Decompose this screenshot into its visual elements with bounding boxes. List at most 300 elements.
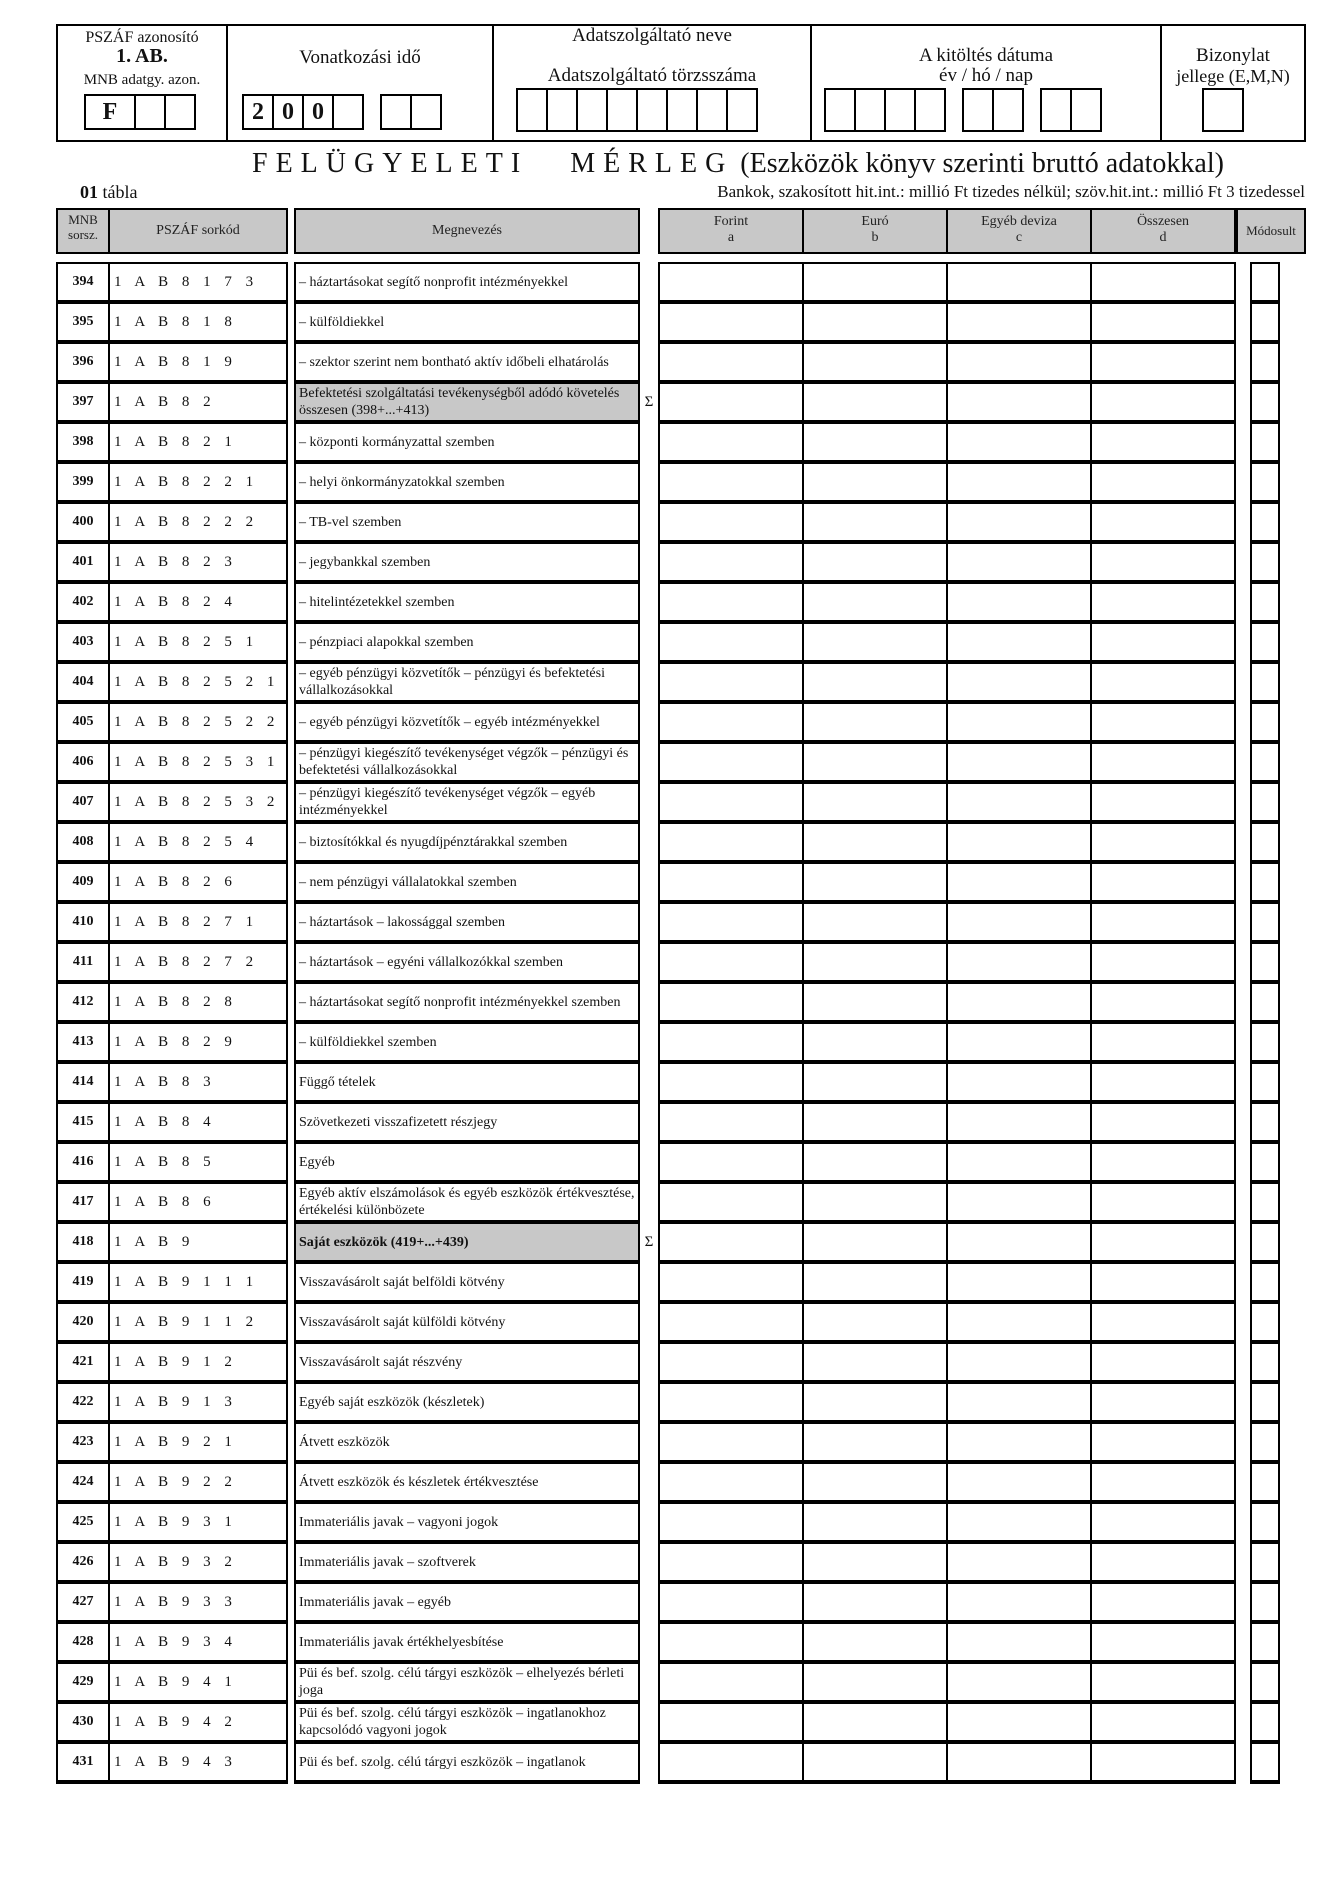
forint-cell[interactable] [658,1462,804,1502]
date-year-cell[interactable] [854,88,886,132]
forint-cell[interactable] [658,1702,804,1742]
other-currency-cell[interactable] [946,662,1092,702]
total-cell[interactable] [1090,1342,1236,1382]
fill-date-box [810,24,1162,142]
modified-cell[interactable] [1250,1622,1280,1662]
table-number [80,182,137,203]
euro-cell[interactable] [802,262,948,302]
modified-cell[interactable] [1250,542,1280,582]
forint-cell[interactable] [658,1022,804,1062]
other-currency-cell[interactable] [946,1302,1092,1342]
modified-cell[interactable] [1250,1342,1280,1382]
forint-cell[interactable] [658,1422,804,1462]
period-cell: 0 [272,94,304,130]
row-code: 1 A B 8 1 9 [108,342,288,382]
euro-cell[interactable] [802,1502,948,1542]
euro-cell[interactable] [802,1422,948,1462]
euro-cell[interactable] [802,1582,948,1622]
date-month-cell[interactable] [992,88,1024,132]
row-code: 1 A B 9 1 3 [108,1382,288,1422]
total-cell[interactable] [1090,302,1236,342]
row-description [294,1182,640,1222]
forint-cell[interactable] [658,1302,804,1342]
forint-cell[interactable] [658,742,804,782]
table-row [0,262,1333,302]
row-number: 413 [56,1022,108,1062]
euro-cell[interactable] [802,702,948,742]
row-description-text: – pénzügyi kiegészítő tevékenységet végzők – egyéb intézményekkel [299,786,596,818]
row-number: 400 [56,502,108,542]
other-currency-cell[interactable] [946,622,1092,662]
modified-cell[interactable] [1250,1462,1280,1502]
other-currency-cell[interactable] [946,982,1092,1022]
total-cell[interactable] [1090,1262,1236,1302]
other-currency-cell[interactable] [946,902,1092,942]
other-currency-cell[interactable] [946,1702,1092,1742]
row-number: 420 [56,1302,108,1342]
euro-cell[interactable] [802,302,948,342]
col-forint-sub: a [727,230,735,245]
table-row [0,1262,1333,1302]
modified-cell[interactable] [1250,1302,1280,1342]
modified-cell[interactable] [1250,342,1280,382]
other-currency-cell[interactable] [946,1182,1092,1222]
row-code: 1 A B 8 2 5 2 2 [108,702,288,742]
euro-cell[interactable] [802,822,948,862]
euro-cell[interactable] [802,1342,948,1382]
table-row [0,1022,1333,1062]
forint-cell[interactable] [658,1182,804,1222]
table-row [0,342,1333,382]
total-cell[interactable] [1090,1142,1236,1182]
forint-cell[interactable] [658,342,804,382]
row-number: 415 [56,1102,108,1142]
provider-reg-cell[interactable] [726,88,758,132]
col-total-label: Összesen [1136,214,1190,229]
table-row [0,662,1333,702]
form-id-cell[interactable] [134,94,166,130]
euro-cell[interactable] [802,942,948,982]
modified-cell[interactable] [1250,1382,1280,1422]
other-currency-cell[interactable] [946,382,1092,422]
forint-cell[interactable] [658,462,804,502]
forint-cell[interactable] [658,582,804,622]
row-code: 1 A B 8 2 3 [108,542,288,582]
row-description [294,1462,640,1502]
other-currency-cell[interactable] [946,502,1092,542]
forint-cell[interactable] [658,1622,804,1662]
modified-cell[interactable] [1250,782,1280,822]
total-cell[interactable] [1090,1662,1236,1702]
modified-cell[interactable] [1250,1662,1280,1702]
euro-cell[interactable] [802,1702,948,1742]
euro-cell[interactable] [802,1542,948,1582]
euro-cell[interactable] [802,1462,948,1502]
table-row [0,422,1333,462]
other-currency-cell[interactable] [946,942,1092,982]
forint-cell[interactable] [658,662,804,702]
euro-cell[interactable] [802,662,948,702]
fill-date-label: A kitöltés dátuma [918,45,1054,66]
col-mnb-2: sorsz. [68,227,98,242]
total-cell[interactable] [1090,822,1236,862]
total-cell[interactable] [1090,1742,1236,1782]
row-description [294,342,640,382]
row-description [294,262,640,302]
euro-cell[interactable] [802,502,948,542]
date-day-cell[interactable] [1040,88,1072,132]
total-cell[interactable] [1090,662,1236,702]
doc-type-box [1160,24,1306,142]
total-cell[interactable] [1090,1542,1236,1582]
euro-cell[interactable] [802,742,948,782]
forint-cell[interactable] [658,1662,804,1702]
total-cell[interactable] [1090,622,1236,662]
table-row [0,1582,1333,1622]
row-number: 424 [56,1462,108,1502]
euro-cell[interactable] [802,982,948,1022]
modified-cell[interactable] [1250,742,1280,782]
row-code: 1 A B 8 2 6 [108,862,288,902]
row-number: 408 [56,822,108,862]
table-row [0,1062,1333,1102]
row-description-text: Püi és bef. szolg. célú tárgyi eszközök – elhelyezés bérleti joga [299,1666,625,1698]
total-cell[interactable] [1090,862,1236,902]
row-description [294,902,640,942]
row-code: 1 A B 9 3 2 [108,1542,288,1582]
euro-cell[interactable] [802,462,948,502]
provider-reg-cell[interactable] [606,88,638,132]
modified-cell[interactable] [1250,622,1280,662]
date-year-cell[interactable] [824,88,856,132]
col-total-header [1090,208,1236,254]
total-cell[interactable] [1090,262,1236,302]
total-cell[interactable] [1090,742,1236,782]
total-cell[interactable] [1090,1022,1236,1062]
other-currency-cell[interactable] [946,1262,1092,1302]
table-row [0,702,1333,742]
row-description-text: Püi és bef. szolg. célú tárgyi eszközök – ingatlanok [299,1754,586,1770]
modified-cell[interactable] [1250,582,1280,622]
forint-cell[interactable] [658,262,804,302]
provider-reg-cell[interactable] [636,88,668,132]
euro-cell[interactable] [802,1662,948,1702]
other-currency-cell[interactable] [946,462,1092,502]
total-cell[interactable] [1090,342,1236,382]
euro-cell[interactable] [802,1142,948,1182]
forint-cell[interactable] [658,542,804,582]
other-currency-cell[interactable] [946,342,1092,382]
total-cell[interactable] [1090,1502,1236,1542]
other-currency-cell[interactable] [946,1342,1092,1382]
row-code: 1 A B 8 2 7 1 [108,902,288,942]
row-number: 427 [56,1582,108,1622]
other-currency-cell[interactable] [946,1462,1092,1502]
grid-border [658,1782,1236,1784]
euro-cell[interactable] [802,382,948,422]
other-currency-cell[interactable] [946,702,1092,742]
forint-cell[interactable] [658,1222,804,1262]
modified-cell[interactable] [1250,1182,1280,1222]
modified-cell[interactable] [1250,1062,1280,1102]
forint-cell[interactable] [658,1542,804,1582]
total-cell[interactable] [1090,1102,1236,1142]
period-cell[interactable] [380,94,412,130]
modified-cell[interactable] [1250,1542,1280,1582]
row-code: 1 A B 8 4 [108,1102,288,1142]
forint-cell[interactable] [658,782,804,822]
euro-cell[interactable] [802,1622,948,1662]
euro-cell[interactable] [802,1262,948,1302]
modified-cell[interactable] [1250,702,1280,742]
total-cell[interactable] [1090,422,1236,462]
row-number: 414 [56,1062,108,1102]
euro-cell[interactable] [802,782,948,822]
row-number: 423 [56,1422,108,1462]
total-cell[interactable] [1090,1462,1236,1502]
provider-reg-cell[interactable] [696,88,728,132]
total-cell[interactable] [1090,1702,1236,1742]
forint-cell[interactable] [658,1502,804,1542]
forint-cell[interactable] [658,382,804,422]
row-description [294,1142,640,1182]
modified-cell[interactable] [1250,1702,1280,1742]
row-description-text: – központi kormányzattal szemben [299,434,495,450]
row-code: 1 A B 8 1 8 [108,302,288,342]
modified-cell[interactable] [1250,1222,1280,1262]
row-description-text: – nem pénzügyi vállalatokkal szemben [299,874,517,890]
forint-cell[interactable] [658,902,804,942]
grid-border [1250,1782,1280,1784]
row-code: 1 A B 9 3 1 [108,1502,288,1542]
other-currency-cell[interactable] [946,742,1092,782]
modified-cell[interactable] [1250,1022,1280,1062]
other-currency-cell[interactable] [946,262,1092,302]
grid-border [1278,262,1280,1782]
row-description [294,1502,640,1542]
modified-cell[interactable] [1250,942,1280,982]
other-currency-cell[interactable] [946,1622,1092,1662]
row-number: 403 [56,622,108,662]
forint-cell[interactable] [658,942,804,982]
row-code: 1 A B 9 1 2 [108,1342,288,1382]
total-cell[interactable] [1090,1062,1236,1102]
other-currency-cell[interactable] [946,822,1092,862]
col-name-header [294,208,640,254]
col-other-header [946,208,1092,254]
col-mnb-1: MNB [68,212,98,227]
other-currency-cell[interactable] [946,582,1092,622]
modified-cell[interactable] [1250,1262,1280,1302]
col-code-header [108,208,288,254]
row-number: 410 [56,902,108,942]
euro-cell[interactable] [802,422,948,462]
modified-cell[interactable] [1250,1102,1280,1142]
total-cell[interactable] [1090,1182,1236,1222]
table-row [0,902,1333,942]
forint-cell[interactable] [658,822,804,862]
euro-cell[interactable] [802,1382,948,1422]
provider-reg-cell[interactable] [576,88,608,132]
row-description [294,782,640,822]
col-mod-label: Módosult [1246,223,1296,238]
other-currency-cell[interactable] [946,1382,1092,1422]
row-code: 1 A B 8 2 2 2 [108,502,288,542]
other-currency-cell[interactable] [946,1542,1092,1582]
modified-cell[interactable] [1250,382,1280,422]
period-cell: 2 [242,94,274,130]
total-cell[interactable] [1090,902,1236,942]
row-description-text: – egyéb pénzügyi közvetítők – pénzügyi és befektetési vállalkozásokkal [299,666,605,698]
row-description [294,1022,640,1062]
total-cell[interactable] [1090,502,1236,542]
total-cell[interactable] [1090,702,1236,742]
modified-cell[interactable] [1250,302,1280,342]
forint-cell[interactable] [658,1382,804,1422]
modified-cell[interactable] [1250,1422,1280,1462]
provider-reg-cell[interactable] [546,88,578,132]
col-mnb-header [56,208,110,254]
forint-cell[interactable] [658,622,804,662]
euro-cell[interactable] [802,582,948,622]
other-currency-cell[interactable] [946,422,1092,462]
total-cell[interactable] [1090,542,1236,582]
forint-cell[interactable] [658,422,804,462]
other-currency-cell[interactable] [946,302,1092,342]
forint-cell[interactable] [658,1742,804,1782]
table-row [0,862,1333,902]
period-cell[interactable] [332,94,364,130]
forint-cell[interactable] [658,302,804,342]
provider-reg-cell[interactable] [666,88,698,132]
other-currency-cell[interactable] [946,1062,1092,1102]
row-number: 402 [56,582,108,622]
euro-cell[interactable] [802,1022,948,1062]
other-currency-cell[interactable] [946,1662,1092,1702]
euro-cell[interactable] [802,542,948,582]
row-description [294,1702,640,1742]
table-no: 01 [80,182,98,202]
euro-cell[interactable] [802,1062,948,1102]
other-currency-cell[interactable] [946,1422,1092,1462]
grid-border [1234,262,1236,1782]
date-month-cell[interactable] [962,88,994,132]
row-code: 1 A B 8 2 7 2 [108,942,288,982]
total-cell[interactable] [1090,462,1236,502]
date-day-cell[interactable] [1070,88,1102,132]
provider-box [492,24,812,142]
forint-cell[interactable] [658,1062,804,1102]
col-forint-header [658,208,804,254]
row-description [294,622,640,662]
euro-cell[interactable] [802,1182,948,1222]
total-cell[interactable] [1090,382,1236,422]
modified-cell[interactable] [1250,462,1280,502]
forint-cell[interactable] [658,1582,804,1622]
modified-cell[interactable] [1250,502,1280,542]
row-code: 1 A B 9 3 4 [108,1622,288,1662]
euro-cell[interactable] [802,342,948,382]
forint-cell[interactable] [658,1102,804,1142]
row-number: 397 [56,382,108,422]
other-currency-cell[interactable] [946,1222,1092,1262]
row-description [294,702,640,742]
col-forint-label: Forint [713,214,749,229]
forint-cell[interactable] [658,502,804,542]
date-year-cell[interactable] [884,88,916,132]
modified-cell[interactable] [1250,1142,1280,1182]
euro-cell[interactable] [802,902,948,942]
modified-cell[interactable] [1250,262,1280,302]
period-cell[interactable] [410,94,442,130]
other-currency-cell[interactable] [946,862,1092,902]
modified-cell[interactable] [1250,422,1280,462]
other-currency-cell[interactable] [946,1102,1092,1142]
provider-reg-cell[interactable] [516,88,548,132]
other-currency-cell[interactable] [946,1742,1092,1782]
modified-cell[interactable] [1250,1742,1280,1782]
forint-cell[interactable] [658,702,804,742]
other-currency-cell[interactable] [946,1582,1092,1622]
date-year-cell[interactable] [914,88,946,132]
total-cell[interactable] [1090,982,1236,1022]
total-cell[interactable] [1090,942,1236,982]
row-code: 1 A B 8 2 5 3 1 [108,742,288,782]
modified-cell[interactable] [1250,662,1280,702]
other-currency-cell[interactable] [946,1142,1092,1182]
other-currency-cell[interactable] [946,782,1092,822]
euro-cell[interactable] [802,1102,948,1142]
euro-cell[interactable] [802,622,948,662]
modified-cell[interactable] [1250,1502,1280,1542]
total-cell[interactable] [1090,1622,1236,1662]
total-cell[interactable] [1090,1422,1236,1462]
forint-cell[interactable] [658,982,804,1022]
col-euro-label: Euró [861,214,889,229]
doc-type-cell[interactable] [1202,88,1244,132]
modified-cell[interactable] [1250,1582,1280,1622]
other-currency-cell[interactable] [946,1502,1092,1542]
total-cell[interactable] [1090,1302,1236,1342]
euro-cell[interactable] [802,1742,948,1782]
row-description-text: – pénzügyi kiegészítő tevékenységet végzők – pénzügyi és befektetési vállalkozásokkal [299,746,629,778]
euro-cell[interactable] [802,862,948,902]
other-currency-cell[interactable] [946,1022,1092,1062]
row-description-text: – egyéb pénzügyi közvetítők – egyéb intézményekkel [299,714,600,730]
row-description-text: Egyéb aktív elszámolások és egyéb eszközök értékvesztése, értékelési különbözete [299,1186,635,1218]
forint-cell[interactable] [658,862,804,902]
modified-cell[interactable] [1250,822,1280,862]
euro-cell[interactable] [802,1302,948,1342]
form-id-cell[interactable] [164,94,196,130]
row-description [294,1582,640,1622]
row-number: 404 [56,662,108,702]
total-cell[interactable] [1090,782,1236,822]
modified-cell[interactable] [1250,862,1280,902]
other-currency-cell[interactable] [946,542,1092,582]
table-row [0,1302,1333,1342]
total-cell[interactable] [1090,1222,1236,1262]
forint-cell[interactable] [658,1142,804,1182]
forint-cell[interactable] [658,1262,804,1302]
total-cell[interactable] [1090,582,1236,622]
total-cell[interactable] [1090,1382,1236,1422]
modified-cell[interactable] [1250,982,1280,1022]
modified-cell[interactable] [1250,902,1280,942]
forint-cell[interactable] [658,1342,804,1382]
total-cell[interactable] [1090,1582,1236,1622]
euro-cell[interactable] [802,1222,948,1262]
